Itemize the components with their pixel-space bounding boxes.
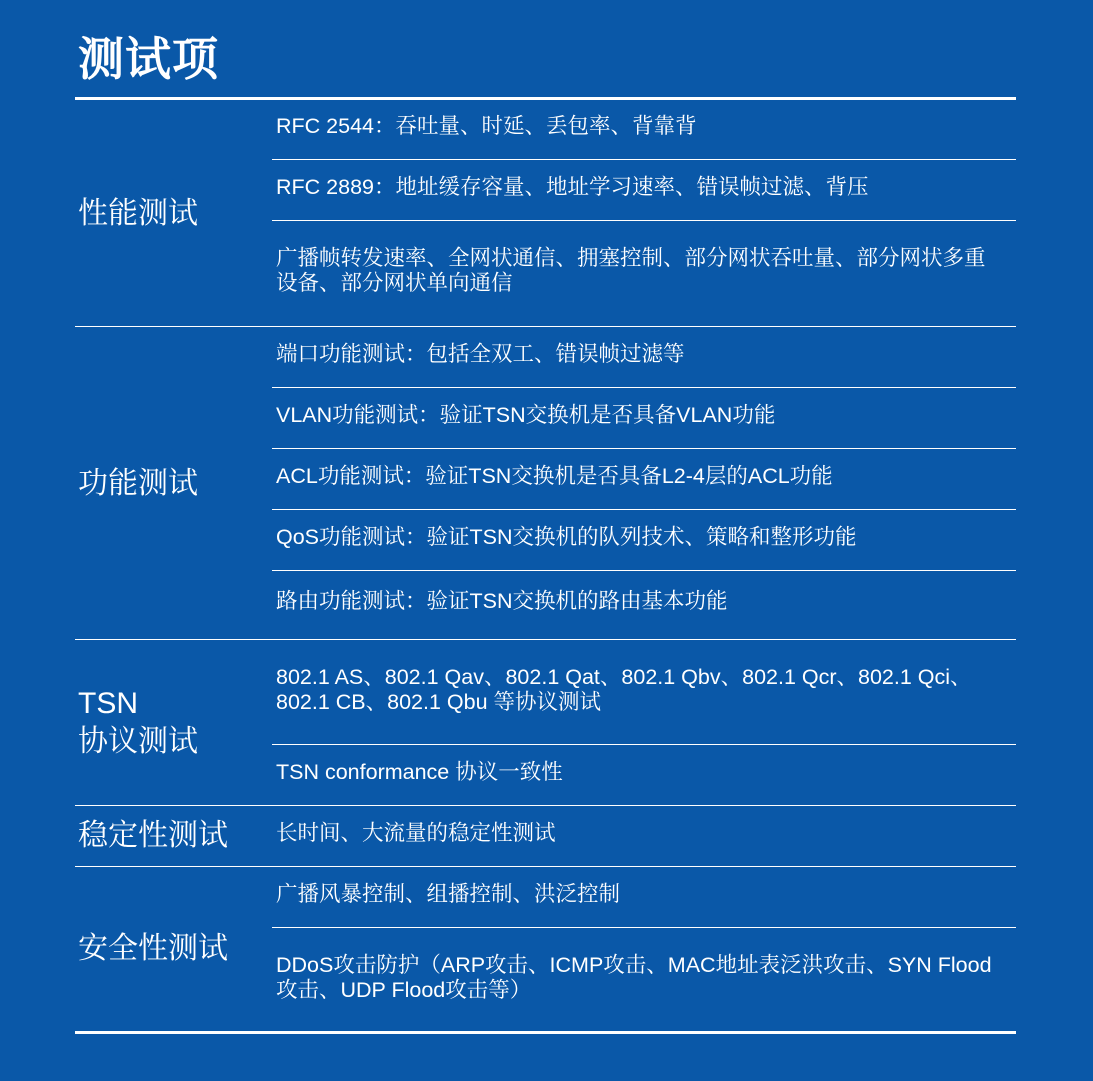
item-stability: 长时间、大流量的稳定性测试 [276,820,556,845]
item-performance-rfc2889: RFC 2889：地址缓存容量、地址学习速率、错误帧过滤、背压 [276,174,869,199]
item-tsn-protocols: 802.1 AS、802.1 Qav、802.1 Qat、802.1 Qbv、802.1 Qcr、802.1 Qci、802.1 CB、802.1 Qbu 等协议测试 [276,665,972,714]
item-performance-broadcast: 广播帧转发速率、全网状通信、拥塞控制、部分网状吞吐量、部分网状多重设备、部分网状单向通信 [276,246,986,295]
row-divider [272,448,1016,449]
item-performance-rfc2544: RFC 2544：吞吐量、时延、丢包率、背靠背 [276,113,697,138]
item-function-port: 端口功能测试：包括全双工、错误帧过滤等 [276,341,685,366]
row-divider [272,509,1016,510]
row-divider [272,387,1016,388]
category-tsn-line2: 协议测试 [78,725,198,758]
row-divider [272,927,1016,928]
item-security-ddos: DDoS攻击防护（ARP攻击、ICMP攻击、MAC地址表泛洪攻击、SYN Flood攻击、UDP Flood攻击等） [276,953,992,1002]
section-divider [75,639,1016,640]
category-stability: 稳定性测试 [78,819,228,852]
category-tsn-line1: TSN [78,687,138,720]
item-function-vlan: VLAN功能测试：验证TSN交换机是否具备VLAN功能 [276,402,776,427]
row-divider [272,744,1016,745]
page-title: 测试项 [78,33,219,85]
item-function-routing: 路由功能测试：验证TSN交换机的路由基本功能 [276,588,728,613]
item-tsn-conformance: TSN conformance 协议一致性 [276,759,563,784]
header-divider [75,97,1016,100]
section-divider [75,326,1016,327]
category-function: 功能测试 [78,466,198,500]
item-security-storm: 广播风暴控制、组播控制、洪泛控制 [276,881,621,906]
category-security: 安全性测试 [78,932,228,965]
item-function-qos: QoS功能测试：验证TSN交换机的队列技术、策略和整形功能 [276,524,857,549]
row-divider [272,220,1016,221]
footer-divider [75,1031,1016,1034]
row-divider [272,570,1016,571]
item-function-acl: ACL功能测试：验证TSN交换机是否具备L2-4层的ACL功能 [276,463,833,488]
row-divider [272,159,1016,160]
category-performance: 性能测试 [78,196,198,230]
category-tsn-protocol [78,640,198,806]
